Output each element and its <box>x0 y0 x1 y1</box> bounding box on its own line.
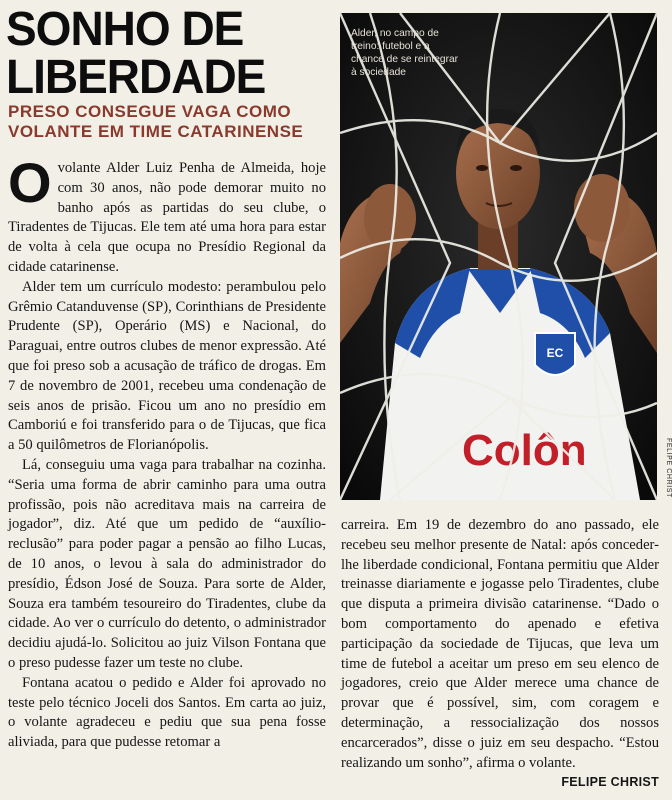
photo-credit: FELIPE CHRIST <box>665 438 672 498</box>
article-paragraph-5 <box>341 516 659 790</box>
article-paragraph-3: Lá, conseguiu uma vaga para trabalhar na cozinha. “Seria uma forma de abrir caminho para uma outra profissão, pois não acreditava mais na carreira de jogador”, diz. Até que um pedido de “auxílio-reclusão” para poder pagar a pensão ao filho Lucas, de 10 anos, o levou à sala do administrador do presídio, Édson José de Souza. Para sorte de Alder, Souza era também tesoureiro do Tiradentes, clube da cidade. Ao ver o currículo do detento, o administrador decidiu ajudá-lo. Solicitou ao juiz Vilson Fontana que o preso pudesse fazer um teste no clube. <box>8 456 326 671</box>
subheadline <box>8 102 333 142</box>
article-column-left <box>8 151 326 799</box>
article-column-right <box>341 516 659 798</box>
player-photo <box>340 13 657 500</box>
subheadline-line-2: VOLANTE EM TIME CATARINENSE <box>8 122 304 141</box>
headline-line-2: LIBERDADE <box>6 49 266 104</box>
right-fist <box>574 174 630 242</box>
jersey-brand-text: Lotto <box>417 294 453 316</box>
paragraph-1-text: volante Alder Luiz Penha de Almeida, hoje com 30 anos, não pode demorar muito no banho após as partidas do seu clube, o Tiradentes de Tijucas. Ele tem até uma hora para estar de volta à cela que ocupa no Presídio Regional da cidade catarinense. <box>8 160 326 275</box>
byline: FELIPE CHRIST <box>561 775 659 790</box>
article-paragraph-4: Fontana acatou o pedido e Alder foi aprovado no teste pelo técnico Joceli dos Santos. Em carta ao juiz, o volante agradeceu e pediu que sua pena fosse aliviada, para que pudesse retomar a <box>8 674 326 751</box>
article-paragraph-2: Alder tem um currículo modesto: perambulou pelo Grêmio Catanduvense (SP), Corinthians de Presidente Prudente (SP), Operário (MS) e Nacional, do Paraguai, entre outros clubes de menor expressão. Até que foi preso sob a acusação de tráfico de drogas. Em 7 de novembro de 2001, recebeu uma condenação de seis anos de prisão. Ficou um ano no presídio em Camboriú e foi transferido para o de Tijucas, que fica a 50 quilômetros de Florianópolis. <box>8 278 326 454</box>
jersey-crest-text: EC <box>546 346 564 360</box>
headline-line-1: SONHO DE <box>6 0 244 56</box>
photo-caption: Alder, no campo de treino: futebol e a chance de se reintegrar à sociedade <box>351 28 459 78</box>
drop-cap: O <box>8 151 52 214</box>
club-crest-icon <box>535 333 575 375</box>
paragraph-5-text: carreira. Em 19 de dezembro do ano passado, ele recebeu seu melhor presente de Natal: após conceder-lhe liberdade condicional, Fontana permitiu que Alder treinasse diariamente e jogasse pelo Tiradentes, clube que disputa a primeira divisão catarinense. “Dado o bom comportamento do apenado e efetiva participação da sociedade de Tijucas, que leva um time de futebol a aceitar um preso em seu elenco de jogadores, creio que Alder merece uma chance de provar que é possível, sim, com coragem e determinação, a ressocialização dos nossos encarcerados”, disse o juiz em seu despacho. “Estou realizando um sonho”, afirma o volante. <box>341 517 659 771</box>
subheadline-line-1: PRESO CONSEGUE VAGA COMO <box>8 102 292 121</box>
jersey-sponsor-text: Colôn <box>462 426 587 475</box>
headline <box>6 0 336 104</box>
player-illustration <box>340 13 657 500</box>
article-paragraph-1 <box>8 151 326 278</box>
